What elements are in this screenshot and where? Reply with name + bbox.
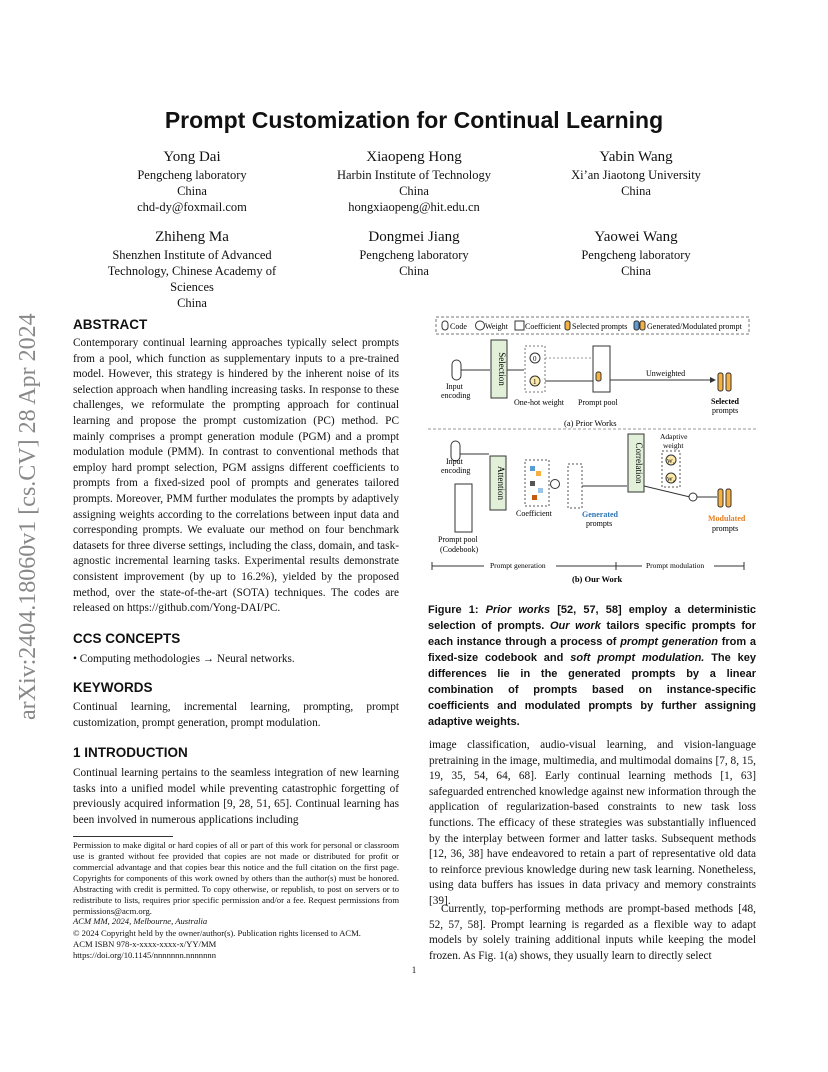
keywords-text: Continual learning, incremental learning, prompting, prompt customization, prompt generation, prompt modulation.: [73, 701, 399, 729]
author-email: hongxiaopeng@hit.edu.cn: [348, 200, 480, 214]
input-code-a: [452, 360, 461, 380]
author-6: [526, 228, 746, 279]
arrow-b3: [644, 486, 690, 497]
author-affiliation: Sciences: [170, 280, 214, 294]
author-email: chd-dy@foxmail.com: [137, 200, 247, 214]
multiply-op: [551, 480, 560, 489]
modulated-prompt-1: [718, 489, 723, 507]
selected-prompt-1: [718, 373, 723, 391]
page-number: 1: [411, 965, 417, 975]
coef-cell: [530, 466, 535, 471]
intro-left-text: Continual learning pertains to the seamless integration of new learning tasks into a unified model while preventing catastrophic forgetting of previously acquired information [9, 28, 51, 65]. Continual learning has been involved in numerous applications including: [73, 767, 399, 826]
adaptive-w1-label: W₁: [667, 459, 675, 465]
coef-cell: [530, 481, 535, 486]
ccs-text: • Computing methodologies → Neural networks.: [73, 653, 295, 665]
caption-emph: Our work: [550, 620, 601, 632]
code-icon: [442, 321, 448, 330]
author-country: China: [621, 184, 651, 198]
codebook-box: [455, 484, 472, 532]
author-affiliation: Pengcheng laboratory: [581, 248, 691, 262]
legend-selected: Selected prompts: [572, 322, 628, 331]
generated-box: [568, 464, 582, 508]
caption-emph: Prior works: [485, 604, 551, 616]
subcaption-b: (b) Our Work: [572, 574, 623, 584]
copyright-line: © 2024 Copyright held by the owner/author(s). Publication rights licensed to ACM.: [73, 928, 361, 938]
author-name: Dongmei Jiang: [368, 229, 460, 245]
codebook-label2: (Codebook): [440, 545, 479, 554]
abstract-heading: ABSTRACT: [73, 317, 148, 332]
modulated-label2: prompts: [712, 524, 739, 533]
legend-generated: Generated/Modulated prompt: [647, 322, 742, 331]
selected-prompt-2: [726, 373, 731, 391]
dot-op: [689, 493, 697, 501]
attention-label: Attention: [496, 466, 506, 500]
caption-text: The key differences lie in the generated prompts by a linear combination of prompts based on instance-specific coefficients and modulated prompts by further assigning adaptive weights.: [428, 652, 756, 728]
intro-right-paragraph-2: Currently, top-performing methods are prompt-based methods [48, 52, 57, 58]. Prompt learning is regarded as a flexible way to adapt models by solely training additional inputs while keeping the model frozen. As Fig. 1(a) shows, they usually learn to directly select: [429, 903, 756, 962]
author-1: [82, 148, 302, 215]
arxiv-identifier: arXiv:2404.18060v1 [cs.CV] 28 Apr 2024: [15, 313, 41, 720]
correlation-label: Correlation: [634, 442, 644, 484]
arrowhead-a5: [710, 377, 716, 383]
figure-1-diagram: [428, 314, 758, 589]
author-country: China: [399, 184, 429, 198]
author-4: [82, 228, 302, 311]
intro-right-paragraph-1: image classification, audio-visual learning, and vision-language pretraining in the image, multimedia, and multimodal domains [7, 8, 15, 19, 35, 54, 64, 68]. Early continual learning methods [1, 63] safeguarded entrenched knowledge against new information through the application of regularization-based constraints to new task loss functions. The efficacy of these strategies was substantially influenced by the interplay between former and latter tasks. Subsequent methods [12, 36, 38] have endeavored to retain a part of representative old data to reinforce previous knowledge during new task learning. Nonetheless, using data buffers has issues in data privacy and memory constraints [39].: [429, 739, 756, 907]
codebook-label: Prompt pool: [438, 535, 478, 544]
generated-label: Generated: [582, 510, 618, 519]
selected-prompt-icon: [565, 321, 570, 330]
generated-label2: prompts: [586, 519, 613, 528]
doi-line: https://doi.org/10.1145/nnnnnnn.nnnnnnn: [73, 950, 216, 960]
coef-cell: [536, 471, 541, 476]
adaptive-label: Adaptive: [660, 432, 688, 441]
prompt-generation-label: Prompt generation: [490, 561, 546, 570]
author-country: China: [177, 184, 207, 198]
author-3: [526, 148, 746, 199]
author-name: Yong Dai: [163, 149, 221, 165]
weight-one-label: 1: [533, 378, 537, 386]
coef-cell: [532, 495, 537, 500]
modulated-prompt-icon: [640, 321, 645, 330]
author-5: [304, 228, 524, 279]
author-affiliation: Harbin Institute of Technology: [336, 168, 492, 182]
venue-line: ACM MM, 2024, Melbourne, Australia: [73, 916, 208, 926]
author-2: [304, 148, 524, 215]
weight-zero-label: 0: [533, 355, 537, 363]
weight-icon: [476, 321, 485, 330]
author-affiliation: Xi’an Jiaotong University: [571, 168, 701, 182]
author-affiliation: Shenzhen Institute of Advanced: [112, 248, 272, 262]
footnote-rule: [73, 836, 173, 837]
selected-code: [596, 372, 601, 381]
pool-label-a: Prompt pool: [578, 398, 618, 407]
selected-label2: prompts: [712, 406, 739, 415]
input-label-b2: encoding: [441, 466, 471, 475]
author-country: China: [621, 264, 651, 278]
keywords-heading: KEYWORDS: [73, 680, 153, 695]
caption-text: [52, 57, 58] employ a deterministic selection of prompts.: [428, 604, 756, 632]
unweighted-label: Unweighted: [646, 369, 686, 378]
legend-weight: Weight: [485, 322, 508, 331]
caption-label: Figure 1:: [428, 604, 486, 616]
prompt-pool-a: [593, 346, 610, 392]
subcaption-a: (a) Prior Works: [564, 418, 617, 428]
author-affiliation: Technology, Chinese Academy of: [107, 264, 277, 278]
abstract-text: Contemporary continual learning approaches typically select prompts from a pool, which function as supplementary inputs to a pre-trained model. However, this strategy is hindered by the inherent noise of its selection approach when handling increasing tasks. In response to these challenges, we reformulate the prompting approach for continual learning and propose the prompt customization (PC) method. PC mainly comprises a prompt generation module (PGM) and a prompt modulation module (PMM). In contrast to conventional methods that employ hard prompt selection, PGM assigns different coefficients to prompts from a fixed-sized pool of prompts and generates tailored prompts. Moreover, PMM further modulates the prompts by adaptively assigning weights according to the correlations between input data and corresponding prompts. We evaluate our method on four benchmark datasets for three diverse settings, including the class, domain, and task-agnostic incremental learning tasks. Experimental results demonstrate consistent improvement (by up to 16.2%), yielded by the proposed method, over the state-of-the-art (SOTA) techniques. The codes are released on https://github.com/Yong-DAI/PC.: [73, 337, 399, 615]
author-country: China: [177, 296, 207, 310]
author-affiliation: Pengcheng laboratory: [137, 168, 247, 182]
coef-cell: [538, 488, 543, 493]
input-label-a: Input: [446, 382, 463, 391]
selected-label: Selected: [711, 397, 739, 406]
modulated-label: Modulated: [708, 514, 746, 523]
adaptive-w2-label: W₂: [667, 477, 675, 483]
permission-notice: Permission to make digital or hard copies of all or part of this work for personal or classroom use is granted without fee provided that copies are not made or distributed for profit or commercial advantage and that copies bear this notice and the full citation on the first page. Copyrights for components of this work owned by others than the author(s) must be honored. Abstracting with credit is permitted. To copy otherwise, or republish, to post on servers or to redistribute to lists, requires prior specific permission and/or a fee. Request permissions from permissions@acm.org.: [73, 840, 399, 916]
legend-code: Code: [450, 322, 467, 331]
paper-title: Prompt Customization for Continual Learning: [164, 107, 664, 133]
adaptive-label2: weight: [663, 441, 684, 450]
author-name: Yabin Wang: [599, 149, 673, 165]
input-label-a2: encoding: [441, 391, 471, 400]
selection-label: Selection: [497, 352, 507, 386]
isbn-line: ACM ISBN 978-x-xxxx-xxxx-x/YY/MM: [73, 939, 217, 949]
intro-heading: 1 INTRODUCTION: [73, 745, 188, 760]
generated-prompt-icon: [634, 321, 639, 330]
caption-emph: soft prompt modulation.: [570, 652, 705, 664]
modulated-prompt-2: [726, 489, 731, 507]
author-name: Yaowei Wang: [594, 229, 678, 245]
ccs-heading: CCS CONCEPTS: [73, 631, 181, 646]
coefficient-icon: [515, 321, 524, 330]
caption-text: from a fixed-size codebook and: [428, 636, 756, 664]
caption-text: tailors specific prompts for each instance through a process of: [428, 620, 756, 648]
legend-coefficient: Coefficient: [525, 322, 561, 331]
prompt-modulation-label: Prompt modulation: [646, 561, 705, 570]
caption-emph: prompt generation: [620, 636, 719, 648]
author-country: China: [399, 264, 429, 278]
coefficient-label: Coefficient: [516, 509, 552, 518]
author-affiliation: Pengcheng laboratory: [359, 248, 469, 262]
author-name: Xiaopeng Hong: [366, 149, 462, 165]
figure-caption: [428, 602, 756, 730]
author-name: Zhiheng Ma: [155, 229, 229, 245]
input-label-b: Input: [446, 457, 463, 466]
onehot-label: One-hot weight: [514, 398, 564, 407]
